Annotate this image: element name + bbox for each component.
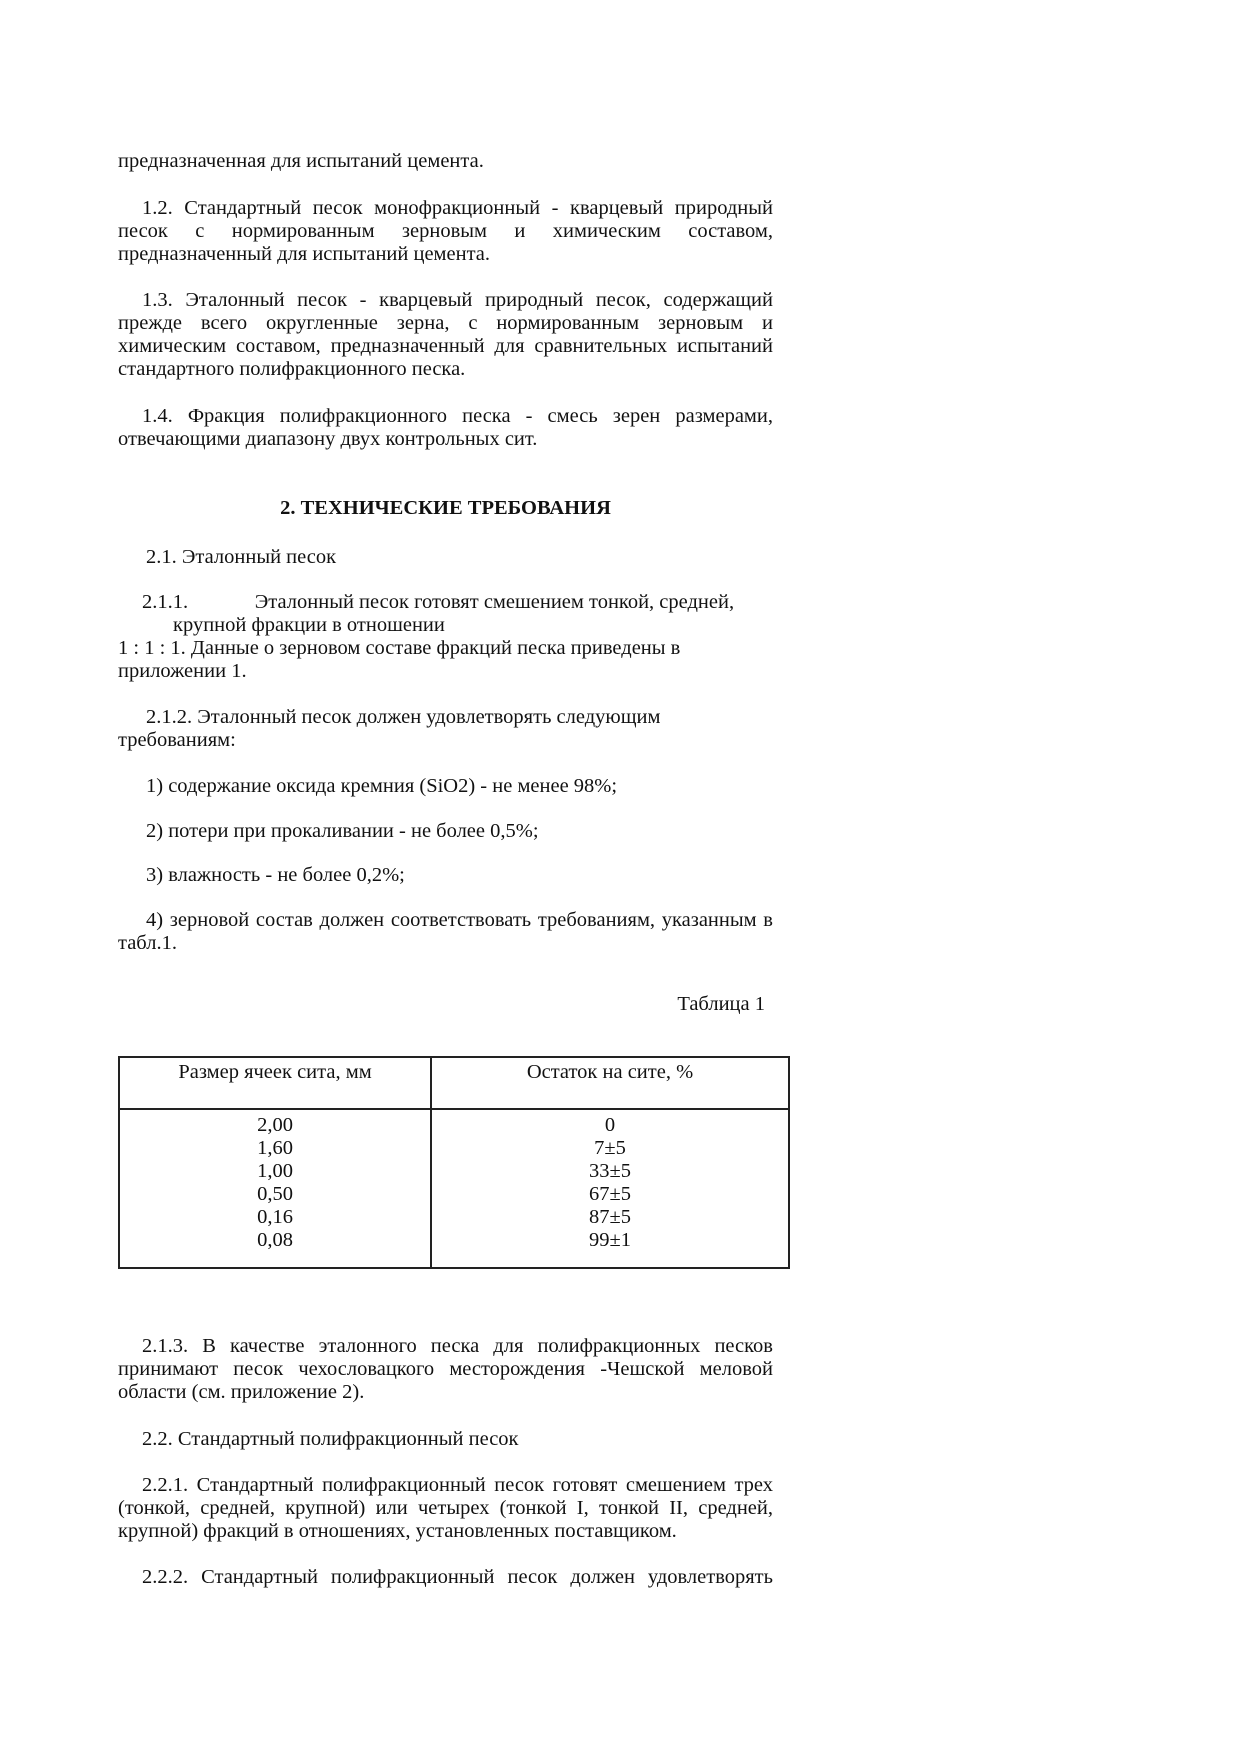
paragraph-1-2: 1.2. Стандартный песок монофракционный - кварцевый природный песок с нормированным зерновым и химическим составом, предназначенный для испытаний цемента. <box>118 197 773 265</box>
sieve-table <box>118 1056 790 1269</box>
requirement-4: 4) зерновой состав должен соответствовать требованиям, указанным в табл.1. <box>118 909 773 954</box>
table-cell: 87±5 <box>588 1206 631 1228</box>
requirement-2: 2) потери при прокаливании - не более 0,5%; <box>146 820 539 842</box>
paragraph-1-3: 1.3. Эталонный песок - кварцевый природный песок, содержащий прежде всего округленные зерна, с нормированным зерновым и химическим составом, предназначенный для сравнительных испытаний стандартного полифракционного песка. <box>118 289 773 380</box>
header-sieve-size: Размер ячеек сита, мм <box>119 1057 431 1109</box>
paragraph-2-1-1: 2.1.1. Эталонный песок готовят смешением тонкой, средней, крупной фракции в отношении 1 : 1 : 1. Данные о зерновом составе фракций песка приведены в приложении 1. <box>118 591 735 682</box>
paragraph-2-2: 2.2. Стандартный полифракционный песок <box>142 1428 519 1450</box>
table-cell: 2,00 <box>257 1114 293 1136</box>
sieve-size-column <box>119 1109 431 1268</box>
table-cell: 7±5 <box>594 1137 626 1159</box>
section-2-heading: 2. ТЕХНИЧЕСКИЕ ТРЕБОВАНИЯ <box>280 497 611 519</box>
paragraph-2-2-2: 2.2.2. Стандартный полифракционный песок должен удовлетворять <box>142 1566 773 1588</box>
table-cell: 1,00 <box>257 1160 293 1182</box>
table-row <box>119 1109 789 1268</box>
table-cell: 0,08 <box>257 1229 293 1251</box>
paragraph-intro: предназначенная для испытаний цемента. <box>118 150 484 172</box>
requirement-3: 3) влажность - не более 0,2%; <box>146 864 405 886</box>
residue-column <box>431 1109 789 1268</box>
table-cell: 33±5 <box>588 1160 631 1182</box>
paragraph-1-4: 1.4. Фракция полифракционного песка - смесь зерен размерами, отвечающими диапазону двух контрольных сит. <box>118 405 773 450</box>
requirement-1: 1) содержание оксида кремния (SiO2) - не менее 98%; <box>146 775 618 797</box>
table-cell: 0,16 <box>257 1206 293 1228</box>
table-caption: Таблица 1 <box>677 993 765 1015</box>
table-header-row <box>119 1057 789 1109</box>
table-cell: 1,60 <box>257 1137 293 1159</box>
paragraph-2-1-3: 2.1.3. В качестве эталонного песка для полифракционных песков принимают песок чехословацкого месторождения -Чешской меловой области (см. приложение 2). <box>118 1335 773 1403</box>
paragraph-2-2-1: 2.2.1. Стандартный полифракционный песок готовят смешением трех (тонкой, средней, крупной) или четырех (тонкой I, тонкой II, средней, крупной) фракций в отношениях, установленных поставщиком. <box>118 1474 773 1542</box>
table-cell: 67±5 <box>588 1183 631 1205</box>
table-cell: 99±1 <box>588 1229 631 1251</box>
paragraph-2-1-2: 2.1.2. Эталонный песок должен удовлетворять следующим требованиям: <box>118 706 661 751</box>
table-cell: 0 <box>604 1114 616 1136</box>
paragraph-2-1: 2.1. Эталонный песок <box>146 546 337 568</box>
header-residue: Остаток на сите, % <box>431 1057 789 1109</box>
table-cell: 0,50 <box>257 1183 293 1205</box>
